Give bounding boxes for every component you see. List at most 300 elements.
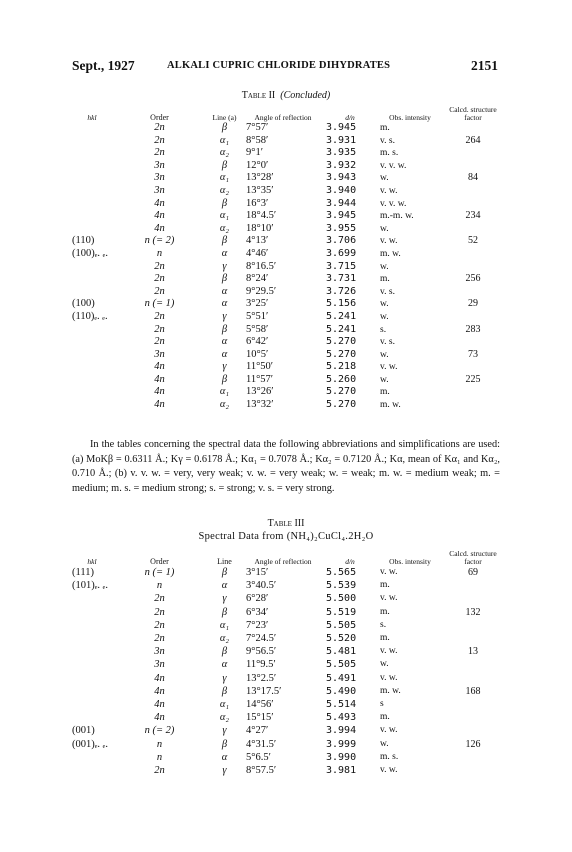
dn-cell: 3.994 (326, 725, 357, 737)
order-cell: 2n (154, 606, 165, 618)
table-row (72, 286, 502, 299)
structure-factor-cell (444, 579, 502, 592)
dn-cell: 5.156 (326, 298, 357, 310)
intensity-cell: m. (380, 606, 390, 617)
line-cell: α₁ (219, 619, 230, 631)
angle-cell: 6°42′ (246, 336, 269, 348)
table-row (72, 386, 502, 399)
dn-cell: 5.514 (326, 699, 357, 711)
structure-factor-cell: 73 (468, 348, 478, 360)
structure-factor-cell (444, 160, 502, 173)
table-row (72, 185, 502, 198)
table-row (72, 248, 502, 261)
structure-factor-cell (444, 336, 502, 349)
dn-cell: 5.519 (326, 606, 357, 618)
intensity-cell: v. w. (380, 185, 398, 196)
table2 (72, 102, 502, 412)
intensity-cell: v. w. (380, 765, 398, 776)
line-cell: α (221, 285, 228, 297)
structure-factor-cell (444, 311, 502, 324)
intensity-cell: w. (380, 223, 389, 234)
order-cell: 2n (154, 633, 165, 645)
angle-cell: 11°9.5′ (246, 659, 276, 671)
table2-header-angle: Angle of reflection (254, 113, 312, 122)
hkl-cell (72, 147, 112, 160)
intensity-cell: m. s. (380, 148, 399, 159)
table3-header-dn: d/n (345, 557, 355, 566)
angle-cell: 3°40.5′ (246, 580, 277, 592)
hkl-cell (72, 223, 112, 236)
dn-cell: 5.270 (326, 336, 357, 348)
intensity-cell: w. (380, 738, 389, 749)
angle-cell: 13°28′ (246, 172, 274, 184)
angle-cell: 4°13′ (246, 235, 269, 247)
table-row (72, 172, 502, 185)
order-cell: n (156, 580, 163, 592)
hkl-cell (72, 286, 112, 299)
dn-cell: 3.931 (326, 134, 357, 146)
order-cell: 2n (154, 619, 165, 631)
order-cell: 2n (154, 285, 165, 297)
table-row (72, 632, 502, 645)
table-row (72, 566, 502, 579)
dn-cell: 3.945 (326, 210, 357, 222)
dn-cell: 3.981 (326, 765, 357, 777)
structure-factor-cell (444, 386, 502, 399)
angle-cell: 6°28′ (246, 593, 269, 605)
table-row (72, 122, 502, 135)
line-cell: α₂ (219, 147, 230, 159)
angle-cell: 12°0′ (246, 159, 269, 171)
hkl-cell: (100) (72, 298, 95, 310)
hkl-cell (72, 261, 112, 274)
order-cell: 2n (154, 260, 165, 272)
dn-cell: 5.491 (326, 672, 357, 684)
dn-cell: 3.944 (326, 197, 357, 209)
table3-header-hkl: hkl (87, 557, 97, 566)
table3-header-structure: Calcd. structure factor (449, 549, 497, 566)
dn-cell: 3.731 (326, 273, 357, 285)
order-cell: 3n (154, 646, 165, 658)
table-row (72, 711, 502, 724)
structure-factor-cell: 264 (465, 134, 481, 146)
table-row (72, 399, 502, 412)
order-cell: 3n (154, 159, 165, 171)
intensity-cell: m. w. (380, 685, 401, 696)
intensity-cell: w. (380, 311, 389, 322)
structure-factor-cell: 234 (465, 210, 481, 222)
order-cell: 4n (154, 712, 165, 724)
line-cell: β (221, 685, 228, 697)
table3 (72, 546, 502, 777)
hkl-cell (72, 619, 112, 632)
line-cell: α₂ (219, 633, 230, 645)
line-cell: γ (222, 765, 227, 777)
order-cell: 2n (154, 310, 165, 322)
dn-cell: 5.481 (326, 646, 357, 658)
angle-cell: 8°58′ (246, 134, 269, 146)
table2-header-dn: d/n (345, 113, 355, 122)
line-cell: γ (222, 260, 227, 272)
table-row (72, 764, 502, 777)
hkl-cell (72, 645, 112, 658)
hkl-cell: (100)ₑ. ₑ. (72, 247, 109, 259)
table-row (72, 751, 502, 764)
angle-cell: 15°15′ (246, 712, 274, 724)
dn-cell: 3.706 (326, 235, 357, 247)
intensity-cell: m. (380, 712, 390, 723)
order-cell: 2n (154, 273, 165, 285)
table-row (72, 645, 502, 658)
hkl-cell: (111) (72, 567, 94, 578)
order-cell: 4n (154, 210, 165, 222)
dn-cell: 5.270 (326, 399, 357, 411)
structure-factor-cell: 225 (465, 373, 481, 385)
table3-caption: Table III (267, 518, 305, 529)
order-cell: n (= 2) (144, 235, 175, 247)
order-cell: 2n (154, 122, 165, 133)
angle-cell: 4°46′ (246, 247, 269, 259)
intensity-cell: m. (380, 633, 390, 644)
line-cell: β (221, 738, 228, 750)
order-cell: 3n (154, 659, 165, 671)
intensity-cell: m. w. (380, 248, 401, 259)
table-row (72, 311, 502, 324)
table-row (72, 672, 502, 685)
dn-cell: 5.565 (326, 567, 357, 578)
structure-factor-cell (444, 223, 502, 236)
table-row (72, 147, 502, 160)
table2-header-intensity: Obs. intensity (389, 113, 431, 122)
intensity-cell: v. s. (380, 337, 395, 348)
dn-cell: 3.699 (326, 247, 357, 259)
line-cell: α (221, 580, 228, 592)
dn-cell: 3.955 (326, 222, 357, 234)
angle-cell: 7°57′ (246, 122, 269, 133)
line-cell: α₁ (219, 386, 230, 398)
line-cell: α₂ (219, 712, 230, 724)
hkl-cell (72, 386, 112, 399)
angle-cell: 14°56′ (246, 699, 274, 711)
hkl-cell (72, 210, 112, 223)
order-cell: 4n (154, 361, 165, 373)
angle-cell: 9°1′ (246, 147, 263, 159)
structure-factor-cell (444, 286, 502, 299)
line-cell: β (221, 606, 228, 618)
dn-cell: 3.935 (326, 147, 357, 159)
hkl-cell (72, 764, 112, 777)
angle-cell: 3°25′ (246, 298, 269, 310)
line-cell: α₁ (219, 172, 230, 184)
intensity-cell: w. (380, 374, 389, 385)
intensity-cell: w. (380, 659, 389, 670)
structure-factor-cell: 69 (468, 567, 478, 578)
angle-cell: 6°34′ (246, 606, 269, 618)
table3-header-line: Line (217, 557, 232, 566)
dn-cell: 3.932 (326, 159, 357, 171)
line-cell: β (221, 373, 228, 385)
order-cell: 3n (154, 172, 165, 184)
intensity-cell: v. w. (380, 672, 398, 683)
table2-header-order: Order (150, 113, 169, 122)
table2-body (72, 122, 502, 412)
abbreviations-paragraph: In the tables concerning the spectral data the following abbreviations and simplifications are used: (a) MoKβ = 0.6311 Å.; Kγ = 0.6178 Å.; Kα₁ = 0.7078 Å.; Kα₂ = 0.7120 Å.; Kα, mean of Kα₁ and Kα₂, 0.710 Å.; (b) v. v. w. = very, very weak; v. w. = very weak; w. = weak; m. w. = medium weak; m. = medium; m. s. = medium strong; s. = strong; v. s. = very strong. (72, 439, 500, 494)
line-cell: α (221, 298, 228, 310)
hkl-cell (72, 632, 112, 645)
hkl-cell (72, 349, 112, 362)
order-cell: 4n (154, 373, 165, 385)
line-cell: α₂ (219, 184, 230, 196)
angle-cell: 8°57.5′ (246, 765, 277, 777)
line-cell: α (221, 751, 228, 763)
order-cell: 3n (154, 184, 165, 196)
intensity-cell: m. s. (380, 751, 399, 762)
line-cell: γ (222, 672, 227, 684)
intensity-cell: v. v. w. (380, 160, 407, 171)
angle-cell: 3°15′ (246, 567, 269, 578)
table-row (72, 349, 502, 362)
hkl-cell (72, 361, 112, 374)
structure-factor-cell (444, 632, 502, 645)
hkl-cell (72, 685, 112, 698)
order-cell: 4n (154, 386, 165, 398)
intensity-cell: v. s. (380, 286, 395, 297)
dn-cell: 5.490 (326, 685, 357, 697)
table2-header-structure: Calcd. structure factor (449, 105, 497, 122)
hkl-cell: (001) (72, 725, 95, 737)
structure-factor-cell: 168 (465, 685, 481, 697)
order-cell: 2n (154, 147, 165, 159)
structure-factor-cell (444, 711, 502, 724)
table-row (72, 658, 502, 671)
hkl-cell (72, 751, 112, 764)
table-row (72, 724, 502, 737)
line-cell: α₁ (219, 210, 230, 222)
structure-factor-cell (444, 751, 502, 764)
order-cell: 2n (154, 593, 165, 605)
hkl-cell (72, 374, 112, 387)
table-row (72, 235, 502, 248)
angle-cell: 13°2.5′ (246, 672, 277, 684)
intensity-cell: m. (380, 123, 390, 133)
dn-cell: 5.270 (326, 386, 357, 398)
structure-factor-cell (444, 248, 502, 261)
order-cell: n (156, 247, 163, 259)
structure-factor-cell: 132 (465, 606, 481, 618)
table-row (72, 298, 502, 311)
dn-cell: 3.945 (326, 122, 357, 133)
table3-subtitle: Spectral Data from (NH₄)₂CuCl₄.2H₂O (198, 531, 374, 542)
angle-cell: 18°4.5′ (246, 210, 277, 222)
order-cell: 2n (154, 336, 165, 348)
line-cell: α (221, 659, 228, 671)
table3-header-order: Order (150, 557, 169, 566)
dn-cell: 3.715 (326, 260, 357, 272)
dn-cell: 3.999 (326, 738, 357, 750)
structure-factor-cell (444, 619, 502, 632)
line-cell: β (221, 197, 228, 209)
table-row (72, 223, 502, 236)
line-cell: α (221, 336, 228, 348)
order-cell: n (= 1) (144, 298, 175, 310)
page-number: 2151 (471, 58, 498, 73)
hkl-cell (72, 606, 112, 619)
structure-factor-cell (444, 672, 502, 685)
structure-factor-cell: 84 (468, 172, 478, 184)
line-cell: α₂ (219, 222, 230, 234)
hkl-cell (72, 399, 112, 412)
angle-cell: 11°57′ (246, 373, 274, 385)
structure-factor-cell (444, 764, 502, 777)
hkl-cell (72, 135, 112, 148)
intensity-cell: v. s. (380, 135, 395, 146)
angle-cell: 5°58′ (246, 323, 269, 335)
intensity-cell: v. w. (380, 362, 398, 373)
structure-factor-cell (444, 399, 502, 412)
dn-cell: 5.493 (326, 712, 357, 724)
intensity-cell: s. (380, 324, 387, 335)
order-cell: 4n (154, 699, 165, 711)
hkl-cell: (001)ₑ. ₑ. (72, 738, 109, 750)
structure-factor-cell (444, 361, 502, 374)
dn-cell: 5.520 (326, 633, 357, 645)
dn-cell: 3.726 (326, 285, 357, 297)
line-cell: α (221, 348, 228, 360)
running-header (72, 58, 498, 78)
hkl-cell (72, 198, 112, 211)
angle-cell: 9°56.5′ (246, 646, 277, 658)
order-cell: 2n (154, 323, 165, 335)
intensity-cell: v. v. w. (380, 198, 407, 209)
structure-factor-cell (444, 592, 502, 605)
table-row (72, 336, 502, 349)
order-cell: 4n (154, 222, 165, 234)
table-row (72, 210, 502, 223)
table-row (72, 261, 502, 274)
order-cell: 4n (154, 197, 165, 209)
order-cell: n (= 1) (144, 567, 175, 578)
line-cell: γ (222, 725, 227, 737)
angle-cell: 5°6.5′ (246, 751, 271, 763)
line-cell: β (221, 567, 228, 578)
dn-cell: 5.270 (326, 348, 357, 360)
hkl-cell (72, 592, 112, 605)
angle-cell: 13°17.5′ (246, 685, 282, 697)
line-cell: γ (222, 310, 227, 322)
intensity-cell: w. (380, 173, 389, 184)
structure-factor-cell: 29 (468, 298, 478, 310)
table-row (72, 198, 502, 211)
hkl-cell (72, 658, 112, 671)
intensity-cell: m. (380, 580, 390, 591)
angle-cell: 13°32′ (246, 399, 274, 411)
line-cell: β (221, 122, 228, 133)
angle-cell: 13°26′ (246, 386, 274, 398)
hkl-cell (72, 324, 112, 337)
hkl-cell (72, 698, 112, 711)
angle-cell: 13°35′ (246, 184, 274, 196)
angle-cell: 9°29.5′ (246, 285, 277, 297)
dn-cell: 5.241 (326, 323, 357, 335)
structure-factor-cell (444, 658, 502, 671)
hkl-cell (72, 336, 112, 349)
hkl-cell (72, 160, 112, 173)
order-cell: 3n (154, 348, 165, 360)
intensity-cell: v. w. (380, 236, 398, 247)
line-cell: β (221, 323, 228, 335)
intensity-cell: v. w. (380, 725, 398, 736)
angle-cell: 18°10′ (246, 222, 274, 234)
structure-factor-cell: 52 (468, 235, 478, 247)
angle-cell: 8°16.5′ (246, 260, 277, 272)
table3-header-row (72, 546, 502, 566)
dn-cell: 5.505 (326, 659, 357, 671)
line-cell: α₁ (219, 134, 230, 146)
structure-factor-cell (444, 698, 502, 711)
dn-cell: 3.943 (326, 172, 357, 184)
line-cell: β (221, 235, 228, 247)
order-cell: 4n (154, 399, 165, 411)
angle-cell: 8°24′ (246, 273, 269, 285)
hkl-cell (72, 711, 112, 724)
header-title: ALKALI CUPRIC CHLORIDE DIHYDRATES (167, 60, 391, 71)
structure-factor-cell (444, 261, 502, 274)
order-cell: n (156, 738, 163, 750)
line-cell: β (221, 273, 228, 285)
table-row (72, 374, 502, 387)
line-cell: α₂ (219, 399, 230, 411)
table-row (72, 592, 502, 605)
structure-factor-cell (444, 724, 502, 737)
structure-factor-cell: 13 (468, 646, 478, 658)
line-cell: β (221, 159, 228, 171)
hkl-cell (72, 672, 112, 685)
order-cell: n (156, 751, 163, 763)
order-cell: 4n (154, 672, 165, 684)
table-row (72, 619, 502, 632)
hkl-cell (72, 273, 112, 286)
table-row (72, 135, 502, 148)
structure-factor-cell: 283 (465, 323, 481, 335)
table-row (72, 160, 502, 173)
table-row (72, 698, 502, 711)
dn-cell: 5.241 (326, 310, 357, 322)
hkl-cell: (110) (72, 235, 95, 247)
line-cell: γ (222, 593, 227, 605)
intensity-cell: v. w. (380, 646, 398, 657)
table3-header-angle: Angle of reflection (254, 557, 312, 566)
angle-cell: 11°50′ (246, 361, 274, 373)
intensity-cell: s (380, 699, 384, 710)
table-row (72, 361, 502, 374)
line-cell: γ (222, 361, 227, 373)
order-cell: 4n (154, 685, 165, 697)
angle-cell: 7°23′ (246, 619, 269, 631)
angle-cell: 4°27′ (246, 725, 269, 737)
intensity-cell: m. (380, 387, 390, 398)
table-row (72, 606, 502, 619)
table-row (72, 579, 502, 592)
dn-cell: 5.218 (326, 361, 357, 373)
table2-header-line: Line (a) (212, 113, 237, 122)
line-cell: β (221, 646, 228, 658)
hkl-cell (72, 122, 112, 135)
structure-factor-cell: 126 (465, 738, 481, 750)
dn-cell: 5.505 (326, 619, 357, 631)
intensity-cell: m. w. (380, 400, 401, 411)
angle-cell: 5°51′ (246, 310, 269, 322)
intensity-cell: v. w. (380, 567, 398, 577)
